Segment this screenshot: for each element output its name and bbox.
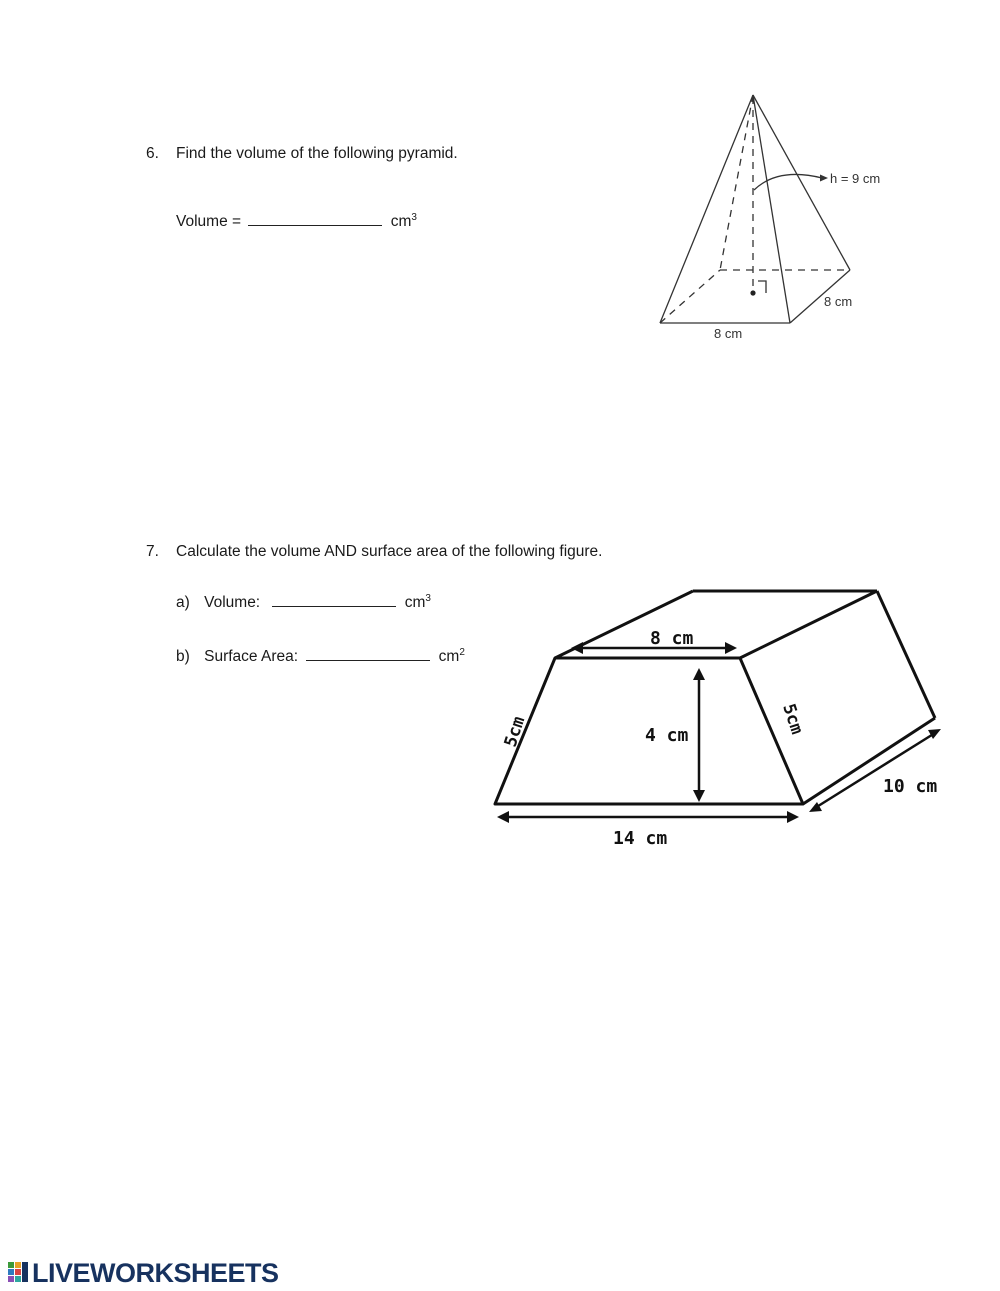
prism-height-label: 4 cm (645, 725, 689, 746)
prism-top-label: 8 cm (650, 628, 694, 649)
question-7-number: 7. (146, 543, 159, 560)
part-b-unit: $cm^2$ (438, 646, 465, 665)
question-7-prompt: Calculate the volume AND surface area of the following figure. (176, 543, 603, 560)
part-a-marker: a) (176, 594, 190, 611)
liveworksheets-logo-icon (8, 1262, 30, 1286)
question-6-prompt: Find the volume of the following pyramid. (176, 145, 458, 162)
part-a-label: Volume: (204, 594, 261, 611)
trapezoidal-prism-figure (485, 578, 955, 858)
prism-depth-label: 10 cm (883, 776, 938, 797)
volume-answer-blank[interactable] (248, 211, 382, 226)
prism-right-slant-label: 5cm (778, 701, 807, 737)
surface-area-answer-blank[interactable] (306, 646, 430, 661)
question-7b-row (176, 646, 465, 666)
liveworksheets-logo (8, 1258, 279, 1289)
prism-bottom-label: 14 cm (613, 828, 668, 849)
question-7a-row (176, 592, 431, 612)
part-a-unit: $cm^3$ (404, 592, 431, 611)
question-6-volume-row (176, 211, 417, 231)
question-6-number: 6. (146, 145, 159, 162)
pyramid-base-front-label: 8 cm (714, 326, 743, 341)
volume-unit: $cm^3$ (390, 211, 417, 230)
prism-left-slant-label: 5cm (500, 714, 530, 750)
volume-label: Volume = (176, 213, 242, 230)
pyramid-base-side-label: 8 cm (824, 294, 853, 309)
pyramid-height-label: h = 9 cm (830, 171, 881, 186)
liveworksheets-logo-text: LIVEWORKSHEETS (32, 1258, 279, 1288)
volume-7a-answer-blank[interactable] (272, 592, 396, 607)
part-b-marker: b) (176, 648, 190, 665)
pyramid-figure (650, 85, 910, 345)
part-b-label: Surface Area: (204, 648, 299, 665)
